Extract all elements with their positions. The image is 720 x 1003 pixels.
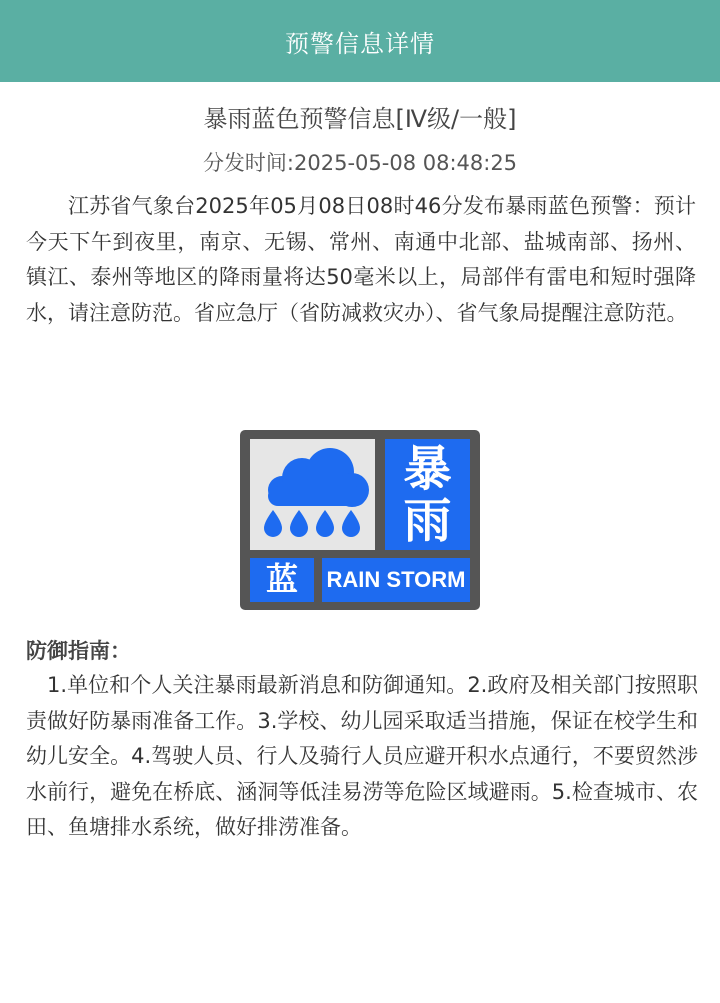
signal-type-char-2: 雨 [403,493,452,549]
guide-title: 防御指南： [26,639,131,663]
page-title: 预警信息详情 [285,29,435,58]
warning-title: 暴雨蓝色预警信息[Ⅳ级/一般] [203,105,517,133]
page-header [0,0,720,82]
rainstorm-blue-signal-icon [240,430,480,610]
publish-time: 分发时间:2025-05-08 08:48:25 [202,151,518,175]
signal-type-char-1: 暴 [403,441,452,497]
warning-content: 江苏省气象台2025年05月08日08时46分发布暴雨蓝色预警：预计今天下午到夜里，南京、无锡、常州、南通中北部、盐城南部、扬州、镇江、泰州等地区的降雨量将达50毫米以上，局部伴有雷电和短时强降水，请注意防范。省应急厅（省防减救灾办）、省气象局提醒注意防范。 [26,194,696,325]
guide-content: 1.单位和个人关注暴雨最新消息和防御通知。2.政府及相关部门按照职责做好防暴雨准备工作。3.学校、幼儿园采取适当措施，保证在校学生和幼儿安全。4.驾驶人员、行人及骑行人员应避开积水点通行，不要贸然涉水前行，避免在桥底、涵洞等低洼易涝等危险区域避雨。5.检查城市、农田、鱼塘排水系统，做好排涝准备。 [26,673,698,839]
signal-english-label: RAIN STORM [326,566,466,592]
signal-color-char: 蓝 [265,560,299,598]
